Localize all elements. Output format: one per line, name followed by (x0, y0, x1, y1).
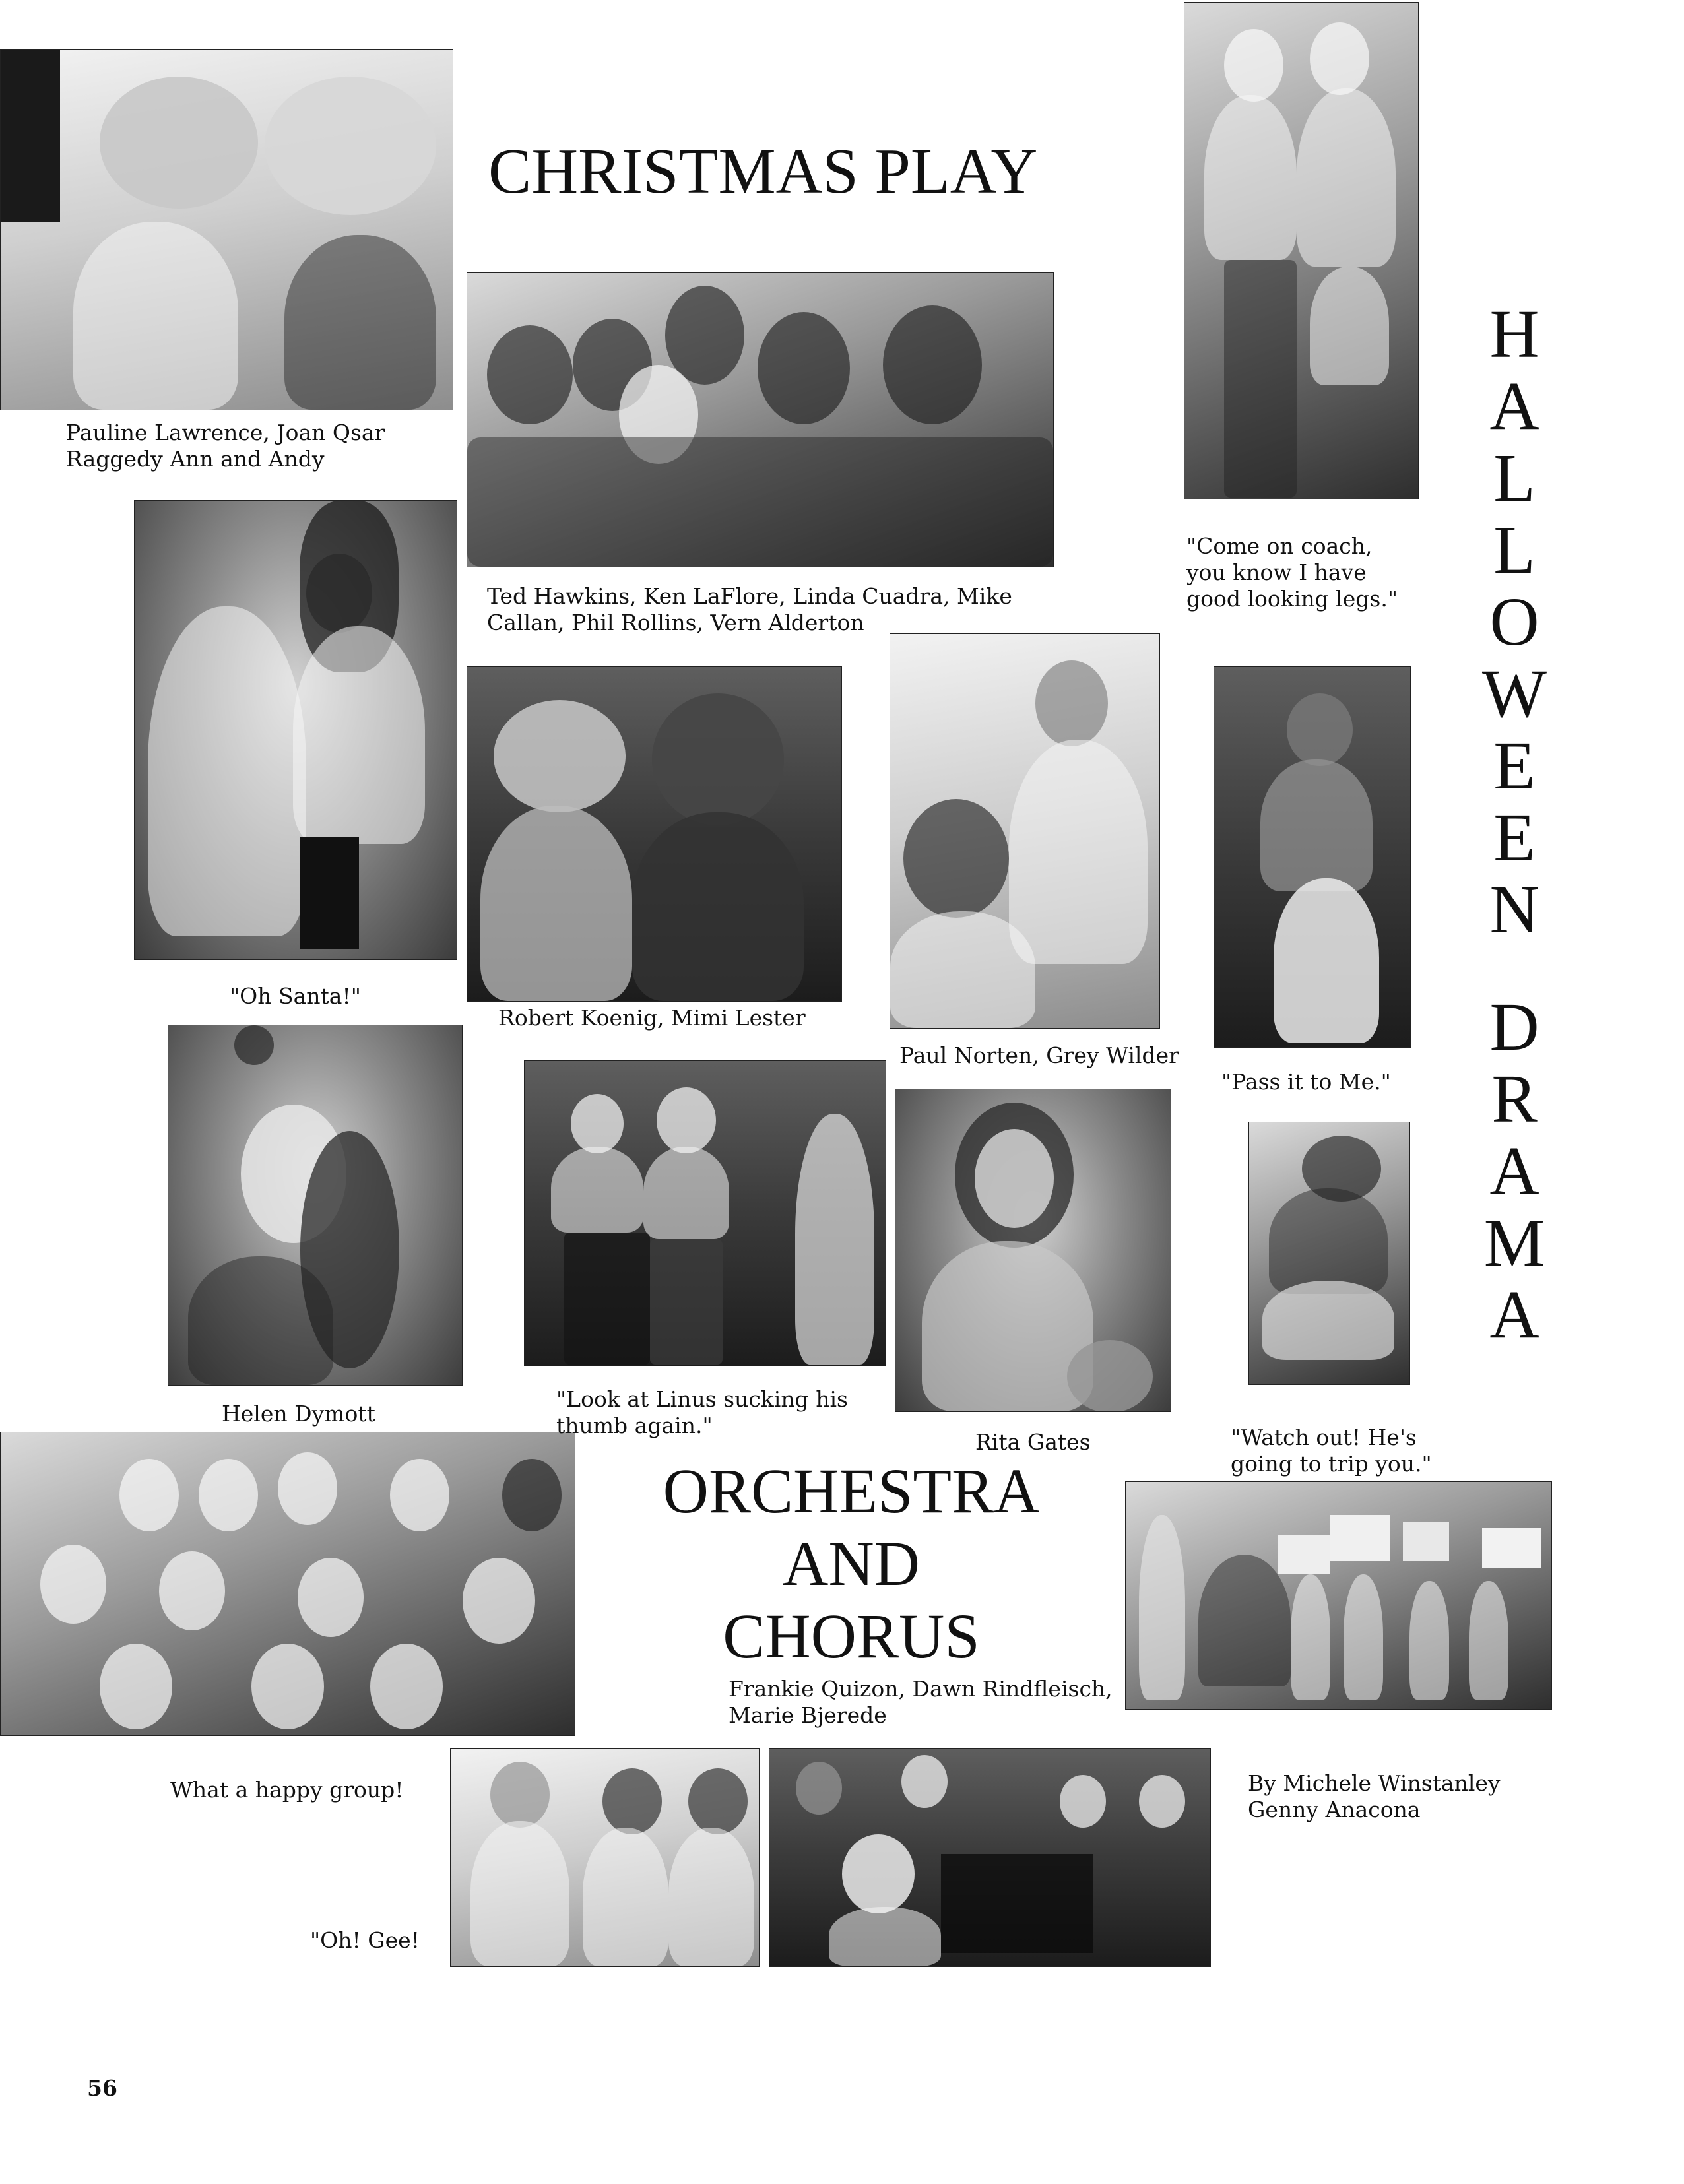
page-number: 56 (87, 2075, 117, 2101)
caption-norten-wilder: Paul Norten, Grey Wilder (899, 1043, 1179, 1068)
halloween-letter: E (1493, 728, 1536, 804)
caption-watch-out: "Watch out! He's going to trip you." (1231, 1425, 1432, 1477)
photo-pass-it (1214, 666, 1411, 1048)
caption-linus: "Look at Linus sucking his thumb again." (556, 1386, 848, 1438)
halloween-letter: N (1489, 872, 1539, 947)
photo-quizon-rindfleisch (1125, 1481, 1552, 1710)
drama-letter: A (1489, 1277, 1539, 1353)
drama-letter: M (1483, 1205, 1545, 1281)
caption-rita-gates: Rita Gates (975, 1429, 1091, 1455)
photo-halloween-team (467, 272, 1054, 567)
photo-koenig-lester (467, 666, 842, 1002)
caption-oh-santa: "Oh Santa!" (230, 983, 361, 1009)
photo-oh-gee (450, 1748, 760, 1967)
caption-pass-it: "Pass it to Me." (1221, 1069, 1391, 1095)
christmas-play-title: CHRISTMAS PLAY (488, 136, 1038, 207)
caption-helen-dymott: Helen Dymott (222, 1401, 375, 1427)
photo-raggedy-ann-andy (0, 49, 453, 410)
drama-letter: D (1489, 989, 1539, 1065)
photo-chorus-group (0, 1432, 575, 1736)
caption-quizon-rindfleisch: Frankie Quizon, Dawn Rindfleisch, Marie Bjerede (729, 1676, 1113, 1728)
halloween-letter: E (1493, 800, 1536, 876)
halloween-letter: O (1489, 584, 1539, 660)
photo-helen-dymott (168, 1025, 463, 1386)
photo-orchestra (769, 1748, 1211, 1967)
byline-authors: By Michele Winstanley Genny Anacona (1248, 1770, 1501, 1822)
photo-oh-santa (134, 500, 457, 960)
caption-raggedy-ann-andy: Pauline Lawrence, Joan Qsar Raggedy Ann and Andy (66, 420, 385, 472)
caption-koenig-lester: Robert Koenig, Mimi Lester (498, 1005, 806, 1031)
caption-halloween-team: Ted Hawkins, Ken LaFlore, Linda Cuadra, Mike Callan, Phil Rollins, Vern Alderton (487, 583, 1012, 635)
halloween-letter: W (1481, 656, 1547, 732)
halloween-letter: L (1493, 512, 1536, 588)
photo-linus (524, 1060, 886, 1366)
orchestra-chorus-title: ORCHESTRA AND CHORUS (663, 1456, 1040, 1671)
photo-watch-out (1248, 1122, 1410, 1385)
halloween-letter: H (1489, 296, 1539, 372)
photo-coach-legs (1184, 2, 1419, 499)
drama-letter: A (1489, 1133, 1539, 1209)
halloween-letter: A (1489, 368, 1539, 444)
halloween-letter: L (1493, 440, 1536, 516)
drama-letter: R (1491, 1061, 1538, 1137)
caption-coach-legs: "Come on coach, you know I have good looking legs." (1186, 533, 1398, 612)
caption-happy-group: What a happy group! (170, 1777, 404, 1803)
photo-norten-wilder (890, 633, 1160, 1029)
caption-oh-gee: "Oh! Gee! (310, 1927, 420, 1953)
photo-rita-gates (895, 1089, 1171, 1412)
